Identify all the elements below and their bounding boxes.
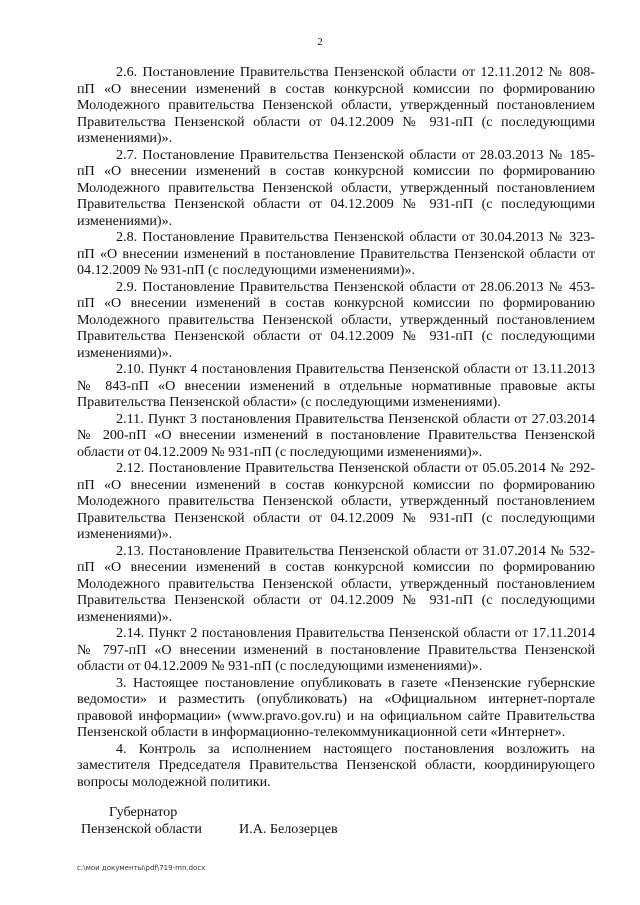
paragraph-2-12: 2.12. Постановление Правительства Пензенской области от 05.05.2014 № 292-пП «О внесении изменений в состав конкурсной комиссии по формированию Молодежного правительства Пензенской области, утвержденный постановлением Правительства Пензенской области от 04.12.2009 № 931-пП (с последующими изменениями)». [77, 460, 595, 542]
footer-file-path: c:\мои документы\pdf\719-mn.docx [77, 864, 206, 872]
paragraph-2-10: 2.10. Пункт 4 постановления Правительства Пензенской области от 13.11.2013 № 843-пП «О внесении изменений в отдельные нормативные правовые акты Правительства Пензенской области» (с последующими изменениями). [77, 361, 595, 410]
paragraph-2-9: 2.9. Постановление Правительства Пензенской области от 28.06.2013 № 453-пП «О внесении изменений в состав конкурсной комиссии по формированию Молодежного правительства Пензенской области, утвержденный постановлением Правительства Пензенской области от 04.12.2009 № 931-пП (с последующими изменениями)». [77, 278, 595, 361]
signature-block [77, 804, 597, 838]
signatory-title-line2: Пензенской области [81, 821, 202, 837]
paragraph-3: 3. Настоящее постановление опубликовать в газете «Пензенские губернские ведомости» и разместить (опубликовать) на «Официальном интернет-портале правовой информации» (www.pravo.gov.ru) и на официальном сайте Правительства Пензенской области в информационно-телекоммуникационной сети «Интернет». [77, 674, 595, 740]
paragraph-4: 4. Контроль за исполнением настоящего постановления возложить на заместителя Председателя Правительства Пензенской области, координирующего вопросы молодежной политики. [77, 740, 595, 790]
paragraph-2-14: 2.14. Пункт 2 постановления Правительства Пензенской области от 17.11.2014 № 797-пП «О внесении изменений в постановление Правительства Пензенской области от 04.12.2009 № 931-пП (с последующими изменениями)». [77, 625, 595, 674]
paragraph-2-7: 2.7. Постановление Правительства Пензенской области от 28.03.2013 № 185-пП «О внесении изменений в состав конкурсной комиссии по формированию Молодежного правительства Пензенской области, утвержденный постановлением Правительства Пензенской области от 04.12.2009 № 931-пП (с последующими изменениями)». [77, 146, 595, 229]
signatory-title-line1: Губернатор [109, 804, 178, 820]
paragraph-2-8: 2.8. Постановление Правительства Пензенской области от 30.04.2013 № 323-пП «О внесении изменений в постановление Правительства Пензенской области от 04.12.2009 № 931-пП (с последующими изменениями)». [77, 229, 595, 278]
paragraph-2-13: 2.13. Постановление Правительства Пензенской области от 31.07.2014 № 532-пП «О внесении изменений в состав конкурсной комиссии по формированию Молодежного правительства Пензенской области, утвержденный постановлением Правительства Пензенской области от 04.12.2009 № 931-пП (с последующими изменениями)». [77, 542, 595, 625]
signatory-name: И.А. Белозерцев [239, 821, 338, 837]
paragraph-2-11: 2.11. Пункт 3 постановления Правительства Пензенской области от 27.03.2014 № 200-пП «О внесении изменений в постановление Правительства Пензенской области от 04.12.2009 № 931-пП (с последующими изменениями)». [77, 410, 595, 460]
paragraph-2-6: 2.6. Постановление Правительства Пензенской области от 12.11.2012 № 808-пП «О внесении изменений в состав конкурсной комиссии по формированию Молодежного правительства Пензенской области, утвержденный постановлением Правительства Пензенской области от 04.12.2009 № 931-пП (с последующими изменениями)». [77, 64, 595, 146]
document-body [77, 64, 595, 790]
page-number: 2 [317, 36, 323, 48]
